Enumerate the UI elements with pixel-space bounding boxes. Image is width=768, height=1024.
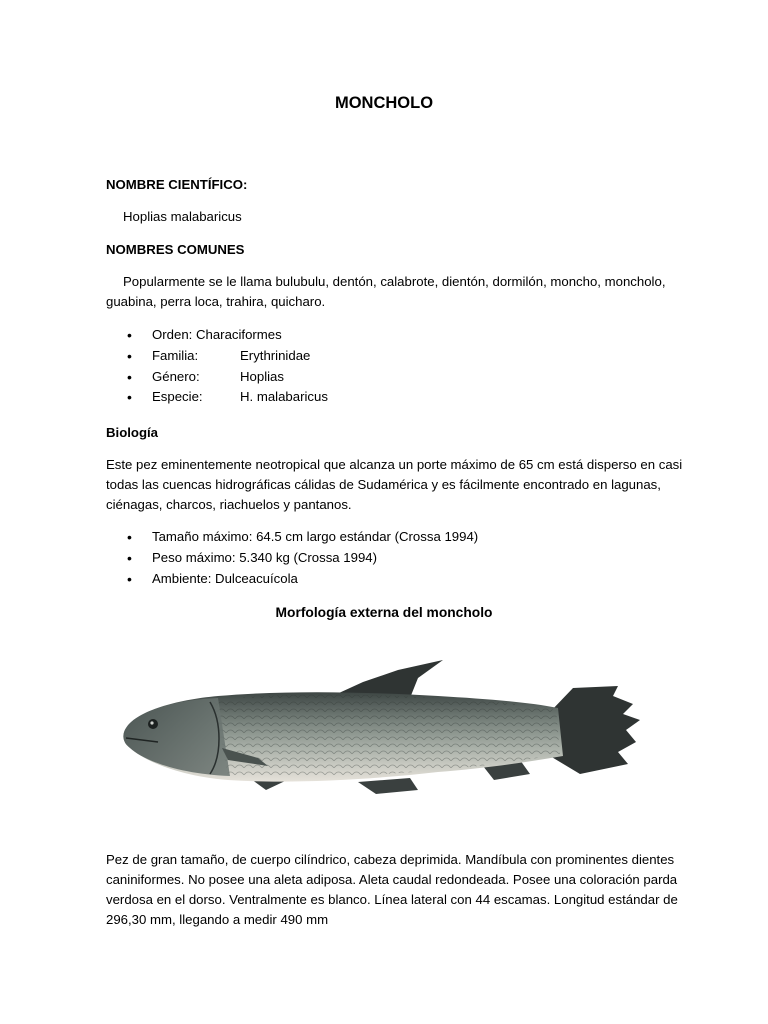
taxonomy-label: Especie: [152,389,203,405]
fact-item: • Ambiente: Dulceacuícola [106,569,478,590]
common-names-heading: NOMBRES COMUNES [106,242,245,257]
morphology-line: verdosa en el dorso. Ventralmente es blanco. Línea lateral con 44 escamas. Longitud estándar de [106,892,678,907]
morphology-heading: Morfología externa del moncholo [275,605,493,620]
scientific-name: Hoplias malabaricus [123,209,242,224]
taxonomy-label: Género: [152,368,200,384]
morphology-line: Pez de gran tamaño, de cuerpo cilíndrico, cabeza deprimida. Mandíbula con prominentes dientes [106,852,675,867]
fact-item: • Tamaño máximo: 64.5 cm largo estándar (Crossa 1994) [106,527,478,548]
common-names-line: guabina, perra loca, trahira, quicharo. [106,294,326,309]
taxonomy-label: Familia: [152,347,199,363]
biology-line: todas las cuencas hidrográficas cálidas de Sudamérica y es fácilmente encontrado en lagunas, [106,477,661,492]
taxonomy-item [106,367,328,388]
taxonomy-item [106,325,328,346]
page-title: MONCHOLO [334,94,434,112]
taxonomy-item [106,387,328,408]
taxonomy-value: H. malabaricus [240,389,328,405]
scientific-name-heading: NOMBRE CIENTÍFICO: [106,177,248,192]
moncholo-fish-image [118,656,648,806]
facts-list [106,527,478,589]
taxonomy-item [106,346,328,367]
common-names-line: Popularmente se le llama bulubulu, dentón, calabrote, dientón, dormilón, moncho, moncholo, [123,274,666,289]
morphology-line: caniniformes. No posee una aleta adiposa. Aleta caudal redondeada. Posee una coloración parda [106,872,678,887]
biology-line: Este pez eminentemente neotropical que alcanza un porte máximo de 65 cm está disperso en casi [106,457,683,472]
taxonomy-value: Hoplias [240,368,284,384]
biology-heading: Biología [106,425,159,440]
morphology-line: 296,30 mm, llegando a medir 490 mm [106,912,329,927]
biology-line: ciénagas, charcos, riachuelos y pantanos. [106,497,352,512]
taxonomy-label: Orden: Characiformes [152,327,282,342]
taxonomy-value: Erythrinidae [240,347,311,363]
fact-item: • Peso máximo: 5.340 kg (Crossa 1994) [106,548,478,569]
taxonomy-list [106,325,328,408]
